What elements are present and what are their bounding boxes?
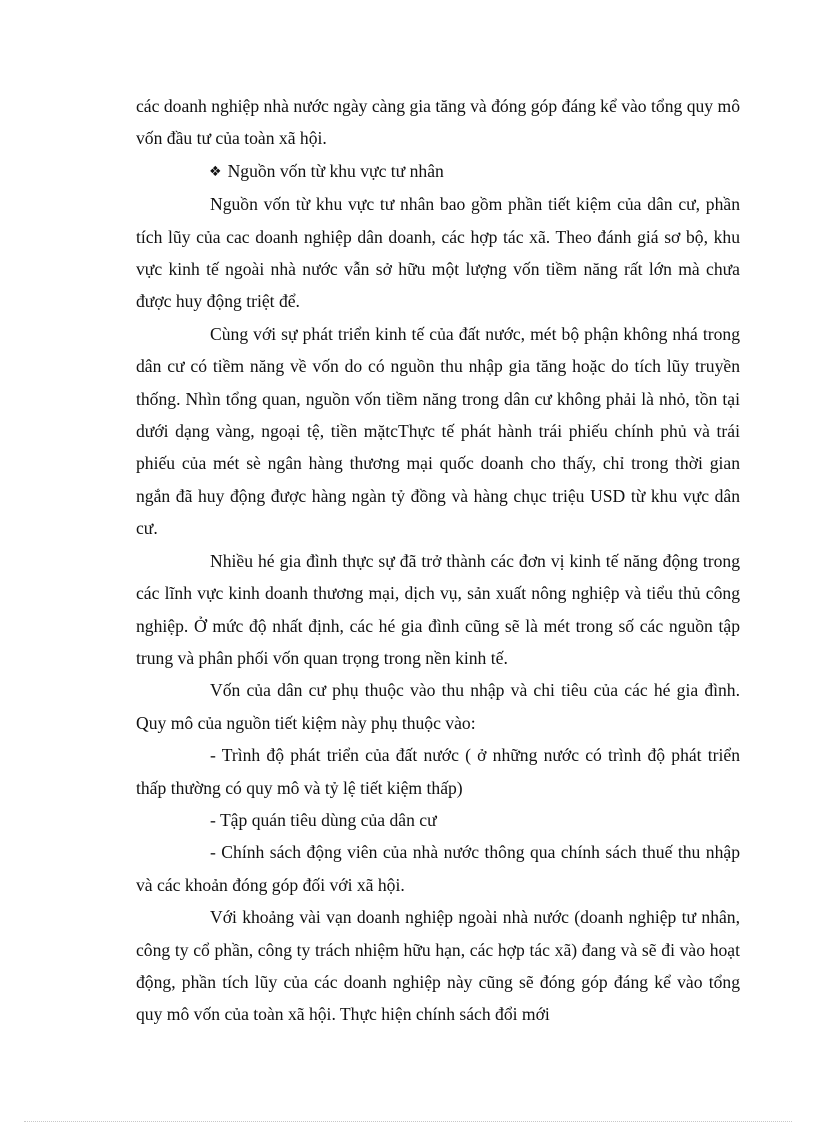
paragraph-continuation: các doanh nghiệp nhà nước ngày càng gia tăng và đóng góp đáng kể vào tổng quy mô vốn đầu tư của toàn xã hội. bbox=[136, 96, 740, 149]
list-item: - Chính sách động viên của nhà nước thông qua chính sách thuế thu nhập và các khoản đóng góp đối với xã hội. bbox=[136, 842, 740, 895]
list-item: - Tập quán tiêu dùng của dân cư bbox=[210, 809, 437, 830]
paragraph: Nhiều hé gia đình thực sự đã trở thành các đơn vị kinh tế năng động trong các lĩnh vực kinh doanh thương mại, dịch vụ, sản xuất nông nghiệp và tiểu thủ công nghiệp. Ở mức độ nhất định, các hé gia đình cũng sẽ là mét trong số các nguồn tập trung và phân phối vốn quan trọng trong nền kinh tế. bbox=[136, 550, 740, 668]
paragraph: Nguồn vốn từ khu vực tư nhân bao gồm phần tiết kiệm của dân cư, phần tích lũy của cac doanh nghiệp dân doanh, các hợp tác xã. Theo đánh giá sơ bộ, khu vực kinh tế ngoài nhà nước vẫn sở hữu một lượng vốn tiềm năng rất lớn mà chưa được huy động triệt để. bbox=[136, 194, 740, 312]
paragraph: Cùng với sự phát triển kinh tế của đất nước, mét bộ phận không nhá trong dân cư có tiềm năng về vốn do có nguồn thu nhập gia tăng hoặc do tích lũy truyền thống. Nhìn tổng quan, nguồn vốn tiềm năng trong dân cư không phải là nhỏ, tồn tại dưới dạng vàng, ngoại tệ, tiền mặtcThực tế phát hành trái phiếu chính phủ và trái phiếu của mét sè ngân hàng thương mại quốc doanh cho thấy, chỉ trong thời gian ngắn đã huy động được hàng ngàn tỷ đồng và hàng chục triệu USD từ khu vực dân cư. bbox=[136, 323, 740, 539]
body-text bbox=[136, 90, 740, 1031]
page-bottom-border bbox=[24, 1121, 792, 1122]
section-heading bbox=[136, 155, 740, 188]
paragraph: Với khoảng vài vạn doanh nghiệp ngoài nhà nước (doanh nghiệp tư nhân, công ty cổ phần, công ty trách nhiệm hữu hạn, các hợp tác xã) đang và sẽ đi vào hoạt động, phần tích lũy của các doanh nghiệp này cũng sẽ đóng góp đáng kể vào tổng quy mô vốn của toàn xã hội. Thực hiện chính sách đổi mới bbox=[136, 907, 740, 1025]
diamond-bullet-icon: ❖ bbox=[209, 163, 222, 180]
list-item: - Trình độ phát triển của đất nước ( ở những nước có trình độ phát triển thấp thường có quy mô và tỷ lệ tiết kiệm thấp) bbox=[136, 745, 740, 798]
paragraph: Vốn của dân cư phụ thuộc vào thu nhập và chi tiêu của các hé gia đình. Quy mô của nguồn tiết kiệm này phụ thuộc vào: bbox=[136, 680, 740, 733]
section-heading-text: Nguồn vốn từ khu vực tư nhân bbox=[227, 160, 444, 181]
